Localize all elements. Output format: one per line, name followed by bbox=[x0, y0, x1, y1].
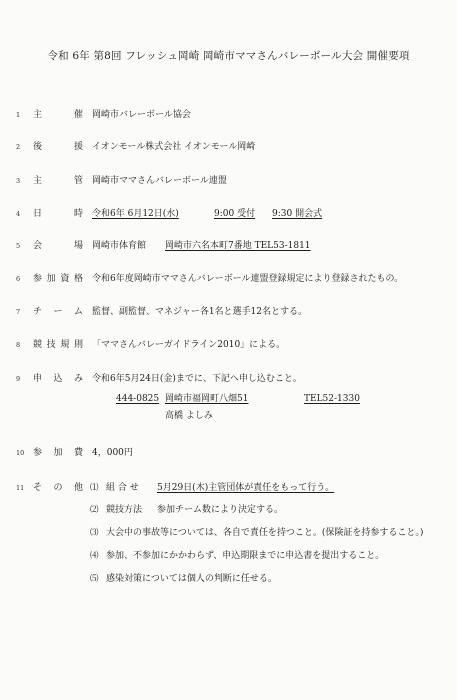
item-number: 11 bbox=[16, 484, 25, 492]
item-label: 参 加 資 格 bbox=[33, 274, 83, 284]
application-tel: TEL52-1330 bbox=[304, 394, 360, 404]
item-number: 2 bbox=[16, 143, 21, 151]
item-number: 3 bbox=[16, 177, 21, 185]
item-label: 参 加 費 bbox=[33, 448, 83, 458]
item-value: 4，000円 bbox=[92, 448, 133, 458]
item-value: 令和6年度岡崎市ママさんバレーボール連盟登録規定により登録されたもの。 bbox=[92, 274, 404, 284]
other-submission bbox=[0, 549, 457, 563]
item-number: 5 bbox=[16, 242, 21, 250]
item-management bbox=[0, 174, 457, 188]
sub-item-marker: ⑸ bbox=[90, 574, 99, 584]
item-label: 後 援 bbox=[33, 142, 83, 152]
item-number: 9 bbox=[16, 375, 21, 383]
sub-item-marker: ⑶ bbox=[90, 528, 99, 538]
item-value: イオンモール株式会社 イオンモール岡崎 bbox=[92, 142, 256, 152]
item-value: 監督、副監督、マネジャー各1名と選手12名とする。 bbox=[92, 307, 307, 317]
submission-note: 参加、不参加にかかわらず、申込期限までに申込書を提出すること。 bbox=[106, 551, 385, 561]
item-number: 8 bbox=[16, 341, 21, 349]
event-date: 令和6年 6月12日(水) bbox=[92, 209, 179, 219]
item-eligibility bbox=[0, 272, 457, 286]
document-title: 令和 6年 第8回 フレッシュ岡崎 岡崎市ママさんバレーボール大会 開催要項 bbox=[47, 50, 410, 62]
competition-method-detail: 参加チーム数により決定する。 bbox=[157, 505, 284, 515]
grouping-detail: 5月29日(木)主管団体が責任をもって行う。 bbox=[157, 483, 335, 493]
sub-item-marker: ⑵ bbox=[90, 505, 99, 515]
reception-time: 9:00 受付 bbox=[214, 209, 256, 219]
grouping-heading: 組 合 せ bbox=[106, 483, 139, 493]
item-value: 「ママさんバレーガイドライン2010」による。 bbox=[92, 340, 286, 350]
item-other bbox=[0, 481, 457, 495]
application-contact-person: 高橋 よしみ bbox=[165, 411, 213, 421]
venue-address: 岡崎市六名本町7番地 TEL53-1811 bbox=[165, 241, 311, 251]
competition-method-heading: 競技方法 bbox=[106, 505, 143, 515]
item-sponsor bbox=[0, 140, 457, 154]
item-application bbox=[0, 372, 457, 386]
other-infection-control bbox=[0, 572, 457, 586]
accident-note: 大会中の事故等については、各自で責任を持つこと。(保険証を持参すること。) bbox=[106, 528, 424, 538]
item-number: 10 bbox=[16, 449, 25, 457]
item-label: チ ー ム bbox=[33, 307, 83, 317]
infection-control-note: 感染対策については個人の判断に任せる。 bbox=[106, 574, 277, 584]
item-label: 競 技 規 則 bbox=[33, 340, 83, 350]
other-competition-method bbox=[0, 503, 457, 517]
opening-time: 9:30 開会式 bbox=[272, 209, 323, 219]
item-venue bbox=[0, 239, 457, 253]
item-number: 4 bbox=[16, 210, 21, 218]
sub-item-marker: ⑷ bbox=[90, 551, 99, 561]
item-value: 岡崎市ママさんバレーボール連盟 bbox=[92, 176, 227, 186]
item-number: 1 bbox=[16, 111, 21, 119]
item-label: 主 催 bbox=[33, 110, 83, 120]
item-value: 令和6年5月24日(金)までに、下記へ申し込むこと。 bbox=[92, 374, 302, 384]
application-postal-code: 444-0825 bbox=[116, 394, 160, 404]
item-label: 会 場 bbox=[33, 241, 83, 251]
item-rules bbox=[0, 338, 457, 352]
item-label: 日 時 bbox=[33, 209, 83, 219]
item-number: 6 bbox=[16, 275, 21, 283]
item-organizer bbox=[0, 108, 457, 122]
application-address: 岡崎市福岡町八畑51 bbox=[165, 394, 249, 404]
item-fee bbox=[0, 446, 457, 460]
item-label: 申 込 み bbox=[33, 374, 83, 384]
item-label: 主 管 bbox=[33, 176, 83, 186]
item-date-time bbox=[0, 207, 457, 221]
item-value: 岡崎市バレーボール協会 bbox=[92, 110, 191, 120]
other-accident bbox=[0, 526, 457, 540]
venue-name: 岡崎市体育館 bbox=[92, 241, 147, 251]
item-label: そ の 他 bbox=[33, 483, 83, 493]
item-team bbox=[0, 305, 457, 319]
item-number: 7 bbox=[16, 308, 21, 316]
sub-item-marker: ⑴ bbox=[90, 483, 99, 493]
